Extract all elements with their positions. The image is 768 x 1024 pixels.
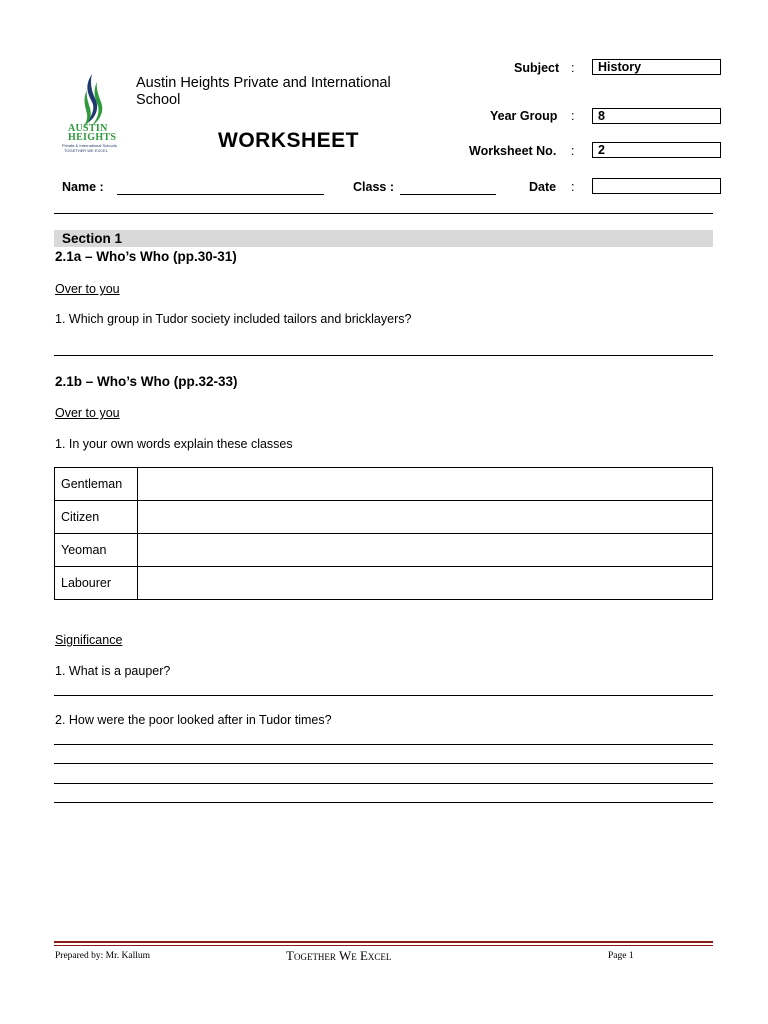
question-2-1b-1: 1. In your own words explain these classes	[55, 437, 293, 451]
subject-colon: :	[571, 61, 575, 75]
section-title: Section 1	[62, 231, 123, 246]
question-2-1a-1: 1. Which group in Tudor society included tailors and bricklayers?	[55, 312, 412, 326]
name-field[interactable]	[117, 194, 324, 195]
classes-table	[54, 467, 713, 600]
table-row	[55, 534, 713, 567]
logo-motto: TOGETHER WE EXCEL	[64, 148, 108, 153]
worksheet-no-field[interactable]: 2	[592, 142, 721, 158]
answer-line-sig-2d[interactable]	[54, 802, 713, 803]
school-name: Austin Heights Private and International School	[136, 75, 391, 108]
section-bar	[54, 230, 713, 247]
answer-line-2-1a[interactable]	[54, 355, 713, 356]
class-label: Class :	[353, 180, 394, 194]
class-name-cell: Citizen	[55, 501, 138, 534]
school-logo	[62, 72, 118, 152]
logo-word-heights: HEIGHTS	[68, 132, 117, 143]
class-name-cell: Labourer	[55, 567, 138, 600]
class-answer-cell[interactable]	[138, 501, 713, 534]
page-number: Page 1	[608, 951, 634, 961]
answer-line-sig-2c[interactable]	[54, 783, 713, 784]
over-to-you-b: Over to you	[55, 406, 120, 420]
date-field[interactable]	[592, 178, 721, 194]
question-significance-2: 2. How were the poor looked after in Tudor times?	[55, 713, 332, 727]
heading-2-1b: 2.1b – Who’s Who (pp.32-33)	[55, 374, 238, 389]
year-group-label: Year Group	[490, 109, 558, 123]
table-row	[55, 567, 713, 600]
class-answer-cell[interactable]	[138, 534, 713, 567]
date-colon: :	[571, 180, 575, 194]
class-name-cell: Gentleman	[55, 468, 138, 501]
over-to-you-a: Over to you	[55, 282, 120, 296]
class-answer-cell[interactable]	[138, 567, 713, 600]
answer-line-sig-1[interactable]	[54, 695, 713, 696]
logo-subline: Private & International Schools	[62, 143, 117, 148]
answer-line-sig-2a[interactable]	[54, 744, 713, 745]
table-row	[55, 468, 713, 501]
class-field[interactable]	[400, 194, 496, 195]
prepared-by: Prepared by: Mr. Kallum	[55, 951, 150, 961]
year-group-field[interactable]: 8	[592, 108, 721, 124]
footer-motto: Together We Excel	[286, 948, 392, 963]
class-name-cell: Yeoman	[55, 534, 138, 567]
question-significance-1: 1. What is a pauper?	[55, 664, 171, 678]
footer-rule-bottom	[54, 945, 713, 946]
page-title: WORKSHEET	[218, 129, 359, 152]
footer-rule-top	[54, 941, 713, 943]
date-label: Date	[529, 180, 557, 194]
subject-label: Subject	[514, 61, 560, 75]
table-row	[55, 501, 713, 534]
class-answer-cell[interactable]	[138, 468, 713, 501]
year-group-colon: :	[571, 109, 575, 123]
name-label: Name :	[62, 180, 104, 194]
logo-word-austin: AUSTIN	[68, 123, 108, 134]
heading-2-1a: 2.1a – Who’s Who (pp.30-31)	[55, 249, 237, 264]
worksheet-no-label: Worksheet No.	[469, 144, 557, 158]
worksheet-no-colon: :	[571, 144, 575, 158]
answer-line-sig-2b[interactable]	[54, 763, 713, 764]
subject-field[interactable]: History	[592, 59, 721, 75]
significance-label: Significance	[55, 633, 123, 647]
header-divider	[54, 213, 713, 214]
